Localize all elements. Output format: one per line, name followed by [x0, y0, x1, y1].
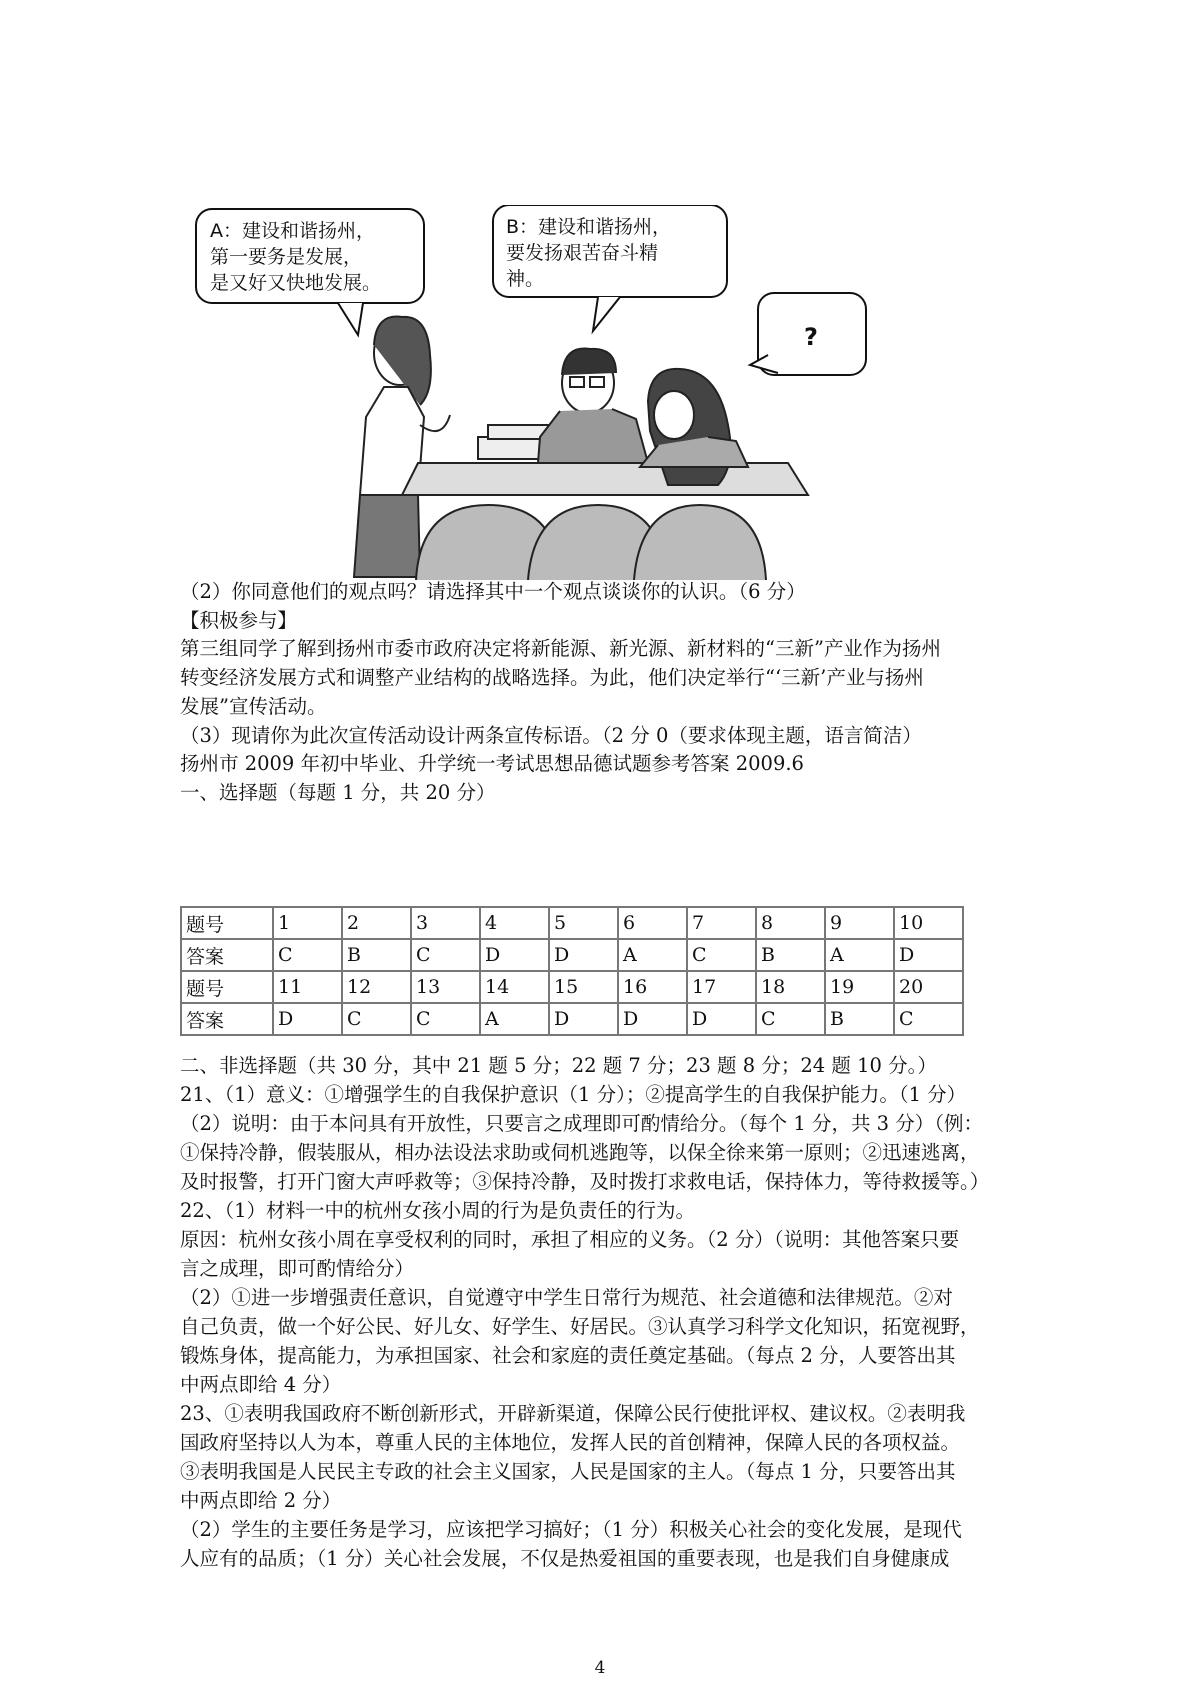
row-header-cell: 答案 [181, 1003, 273, 1035]
bubble-b-line: B：建设和谐扬州， [506, 216, 672, 238]
table-row [181, 971, 963, 1003]
table-cell: 18 [756, 971, 825, 1003]
table-cell: D [549, 939, 618, 971]
table-cell: 11 [273, 971, 342, 1003]
answer-line: （2）①进一步增强责任意识，自觉遵守中学生日常行为规范、社会道德和法律规范。②对 [180, 1286, 953, 1309]
row-header-cell: 答案 [181, 939, 273, 971]
table-cell: C [342, 1003, 411, 1035]
speech-bubble-a [196, 209, 424, 335]
table-cell: 9 [825, 907, 894, 939]
table-cell: D [549, 1003, 618, 1035]
answer-line: （2）学生的主要任务是学习，应该把学习搞好；（1 分）积极关心社会的变化发展，是现代 [180, 1518, 962, 1541]
row-header-cell: 题号 [181, 971, 273, 1003]
section-heading: 二、非选择题（共 30 分，其中 21 题 5 分；22 题 7 分；23 题 8 分；24 题 10 分。） [180, 1054, 937, 1077]
paragraph-line: 第三组同学了解到扬州市委市政府决定将新能源、新光源、新材料的“三新”产业作为扬州 [180, 637, 941, 660]
cartoon-illustration [188, 205, 908, 580]
table-cell: D [687, 1003, 756, 1035]
answer-line: ①保持冷静，假装服从，相办法设法求助或伺机逃跑等，以保全徐来第一原则；②迅速逃离， [180, 1141, 980, 1164]
table-cell: 17 [687, 971, 756, 1003]
answer-line: （2）说明：由于本问具有开放性，只要言之成理即可酌情给分。（每个 1 分，共 3 分）（例： [180, 1112, 984, 1135]
bubble-a-line: 是又好又快地发展。 [210, 272, 382, 294]
table-cell: 8 [756, 907, 825, 939]
section-heading: 一、选择题（每题 1 分，共 20 分） [180, 781, 496, 804]
table-cell: 1 [273, 907, 342, 939]
table-cell: 4 [480, 907, 549, 939]
table-cell: 12 [342, 971, 411, 1003]
table-cell: C [756, 1003, 825, 1035]
answer-table [180, 906, 964, 1036]
table-row [181, 907, 963, 939]
girl-figure [640, 369, 748, 485]
table-cell: B [825, 1003, 894, 1035]
answer-line: 及时报警，打开门窗大声呼救等；③保持冷静，及时拨打求救电话，保持体力，等待救援等。） [180, 1170, 990, 1193]
answer-line: 国政府坚持以人为本，尊重人民的主体地位，发挥人民的首创精神，保障人民的各项权益。 [180, 1431, 961, 1454]
man-figure [538, 349, 648, 463]
answer-line: 23、①表明我国政府不断创新形式，开辟新渠道，保障公民行使批评权、建议权。②表明我 [180, 1402, 966, 1425]
answer-line: 自己负责，做一个好公民、好儿女、好学生、好居民。③认真学习科学文化知识，拓宽视野， [180, 1315, 980, 1338]
answer-line: ③表明我国是人民民主专政的社会主义国家，人民是国家的主人。（每点 1 分，只要答出其 [180, 1460, 956, 1483]
table-cell: A [825, 939, 894, 971]
answer-key-title: 扬州市 2009 年初中毕业、升学统一考试思想品德试题参考答案 2009.6 [180, 752, 804, 775]
answer-line: 言之成理，即可酌情给分） [180, 1257, 415, 1280]
table-cell: A [618, 939, 687, 971]
table-cell: C [411, 1003, 480, 1035]
table-cell: 14 [480, 971, 549, 1003]
answer-line: 22、（1）材料一中的杭州女孩小周的行为是负责任的行为。 [180, 1199, 695, 1222]
table-row [181, 1003, 963, 1035]
question-2-text: （2）你同意他们的观点吗？请选择其中一个观点谈谈你的认识。（6 分） [180, 580, 806, 603]
table-cell: B [342, 939, 411, 971]
table-cell: D [480, 939, 549, 971]
table-cell: 3 [411, 907, 480, 939]
table-cell: C [687, 939, 756, 971]
answer-line: 21、（1）意义：①增强学生的自我保护意识（1 分）；②提高学生的自我保护能力。（1 分） [180, 1083, 967, 1106]
section-heading: 【积极参与】 [180, 609, 298, 632]
table-cell: B [756, 939, 825, 971]
table-cell: D [894, 939, 963, 971]
table-cell: 16 [618, 971, 687, 1003]
table-cell: 6 [618, 907, 687, 939]
paragraph-line: 转变经济发展方式和调整产业结构的战略选择。为此，他们决定举行“‘三新’产业与扬州 [180, 666, 924, 689]
answer-line: 中两点即给 2 分） [180, 1489, 342, 1512]
table-cell: D [618, 1003, 687, 1035]
table-cell: 13 [411, 971, 480, 1003]
table-cell: C [273, 939, 342, 971]
table-cell: C [411, 939, 480, 971]
page-number: 4 [594, 1658, 606, 1678]
row-header-cell: 题号 [181, 907, 273, 939]
answer-line: 锻炼身体，提高能力，为承担国家、社会和家庭的责任奠定基础。（每点 2 分，人要答出其 [180, 1344, 956, 1367]
table-cell: D [273, 1003, 342, 1035]
bubble-a-line: A：建设和谐扬州， [210, 220, 375, 242]
bubble-b-line: 神。 [506, 268, 545, 290]
table-cell: 10 [894, 907, 963, 939]
speech-bubble-c [750, 293, 866, 375]
table-cell: A [480, 1003, 549, 1035]
table-row [181, 939, 963, 971]
question-3-text: （3）现请你为此次宣传活动设计两条宣传标语。（2 分 0（要求体现主题，语言简洁） [180, 724, 922, 747]
table-cell: 19 [825, 971, 894, 1003]
answer-line: 原因：杭州女孩小周在享受权利的同时，承担了相应的义务。（2 分）（说明：其他答案只要 [180, 1228, 960, 1251]
bubble-a-line: 第一要务是发展， [210, 246, 363, 268]
table-cell: 15 [549, 971, 618, 1003]
speech-bubble-b [493, 205, 727, 331]
table-cell: 7 [687, 907, 756, 939]
table-cell: C [894, 1003, 963, 1035]
table-cell: 2 [342, 907, 411, 939]
table-cell: 5 [549, 907, 618, 939]
paragraph-line: 发展”宣传活动。 [180, 695, 327, 718]
question-mark: ? [804, 323, 818, 351]
answer-line: 人应有的品质；（1 分）关心社会发展，不仅是热爱祖国的重要表现，也是我们自身健康成 [180, 1547, 950, 1570]
answer-line: 中两点即给 4 分） [180, 1373, 342, 1396]
table-cell: 20 [894, 971, 963, 1003]
bubble-b-line: 要发扬艰苦奋斗精 [506, 242, 659, 264]
